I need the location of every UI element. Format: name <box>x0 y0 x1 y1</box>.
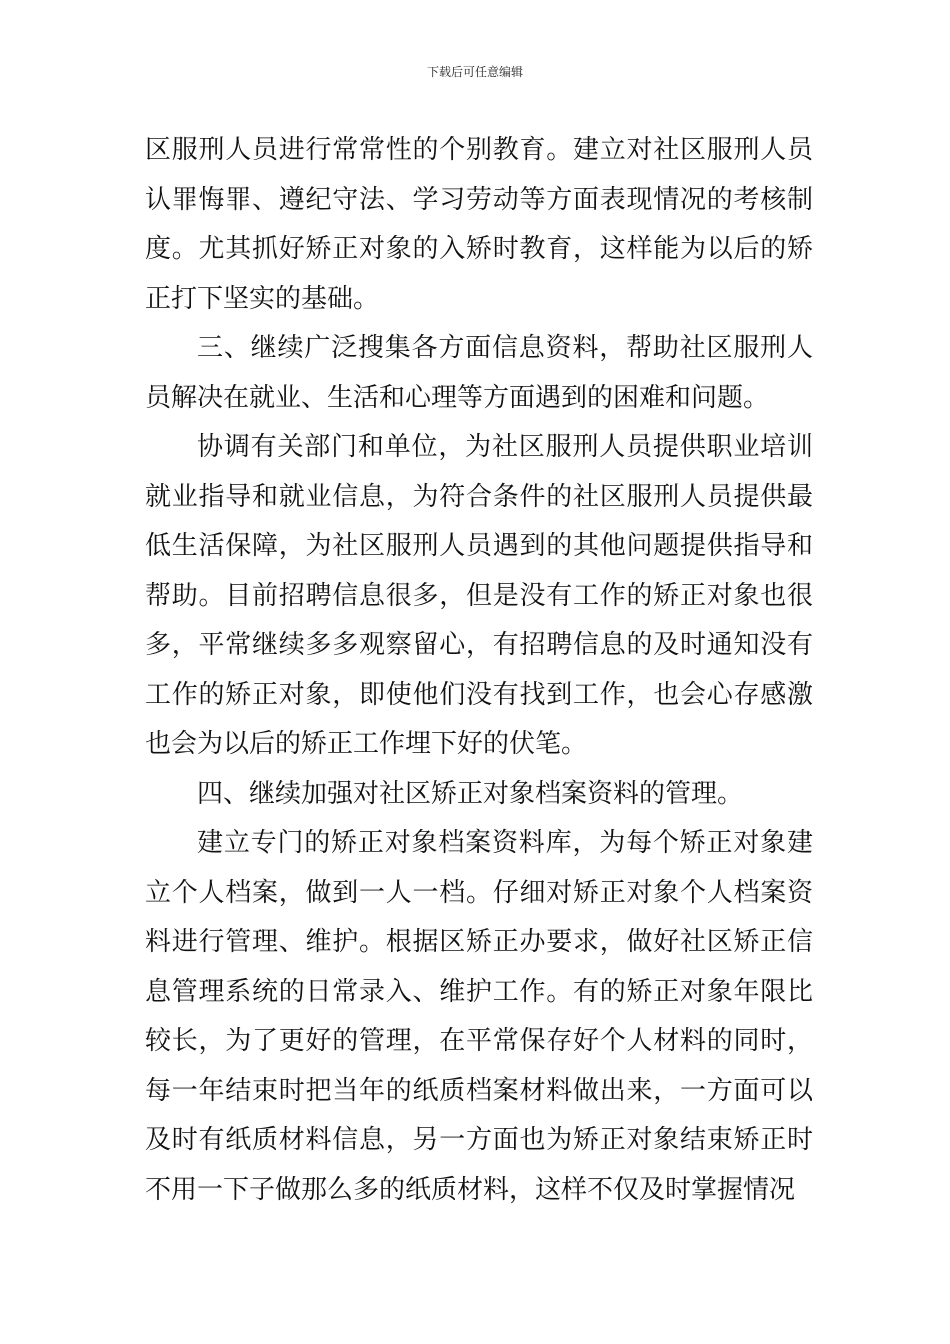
document-body <box>145 126 813 1215</box>
paragraph-5: 建立专门的矫正对象档案资料库，为每个矫正对象建立个人档案，做到一人一档。仔细对矫正对象个人档案资料进行管理、维护。根据区矫正办要求，做好社区矫正信息管理系统的日常录入、维护工作。有的矫正对象年限比较长，为了更好的管理，在平常保存好个人材料的同时，每一年结束时把当年的纸质档案材料做出来，一方面可以及时有纸质材料信息，另一方面也为矫正对象结束矫正时不用一下子做那么多的纸质材料，这样不仅及时掌握情况 <box>145 828 813 1205</box>
paragraph-2-heading: 三、继续广泛搜集各方面信息资料，帮助社区服刑人员解决在就业、生活和心理等方面遇到的困难和问题。 <box>145 333 813 413</box>
paragraph-3: 协调有关部门和单位，为社区服刑人员提供职业培训就业指导和就业信息，为符合条件的社区服刑人员提供最低生活保障，为社区服刑人员遇到的其他问题提供指导和帮助。目前招聘信息很多，但是没有工作的矫正对象也很多，平常继续多多观察留心，有招聘信息的及时通知没有工作的矫正对象，即使他们没有找到工作，也会心存感激也会为以后的矫正工作埋下好的伏笔。 <box>145 432 813 759</box>
paragraph-1: 区服刑人员进行常常性的个别教育。建立对社区服刑人员认罪悔罪、遵纪守法、学习劳动等方面表现情况的考核制度。尤其抓好矫正对象的入矫时教育，这样能为以后的矫正打下坚实的基础。 <box>145 135 813 314</box>
paragraph-4-heading: 四、继续加强对社区矫正对象档案资料的管理。 <box>197 778 744 809</box>
page-header: 下载后可任意编辑 <box>426 65 523 79</box>
